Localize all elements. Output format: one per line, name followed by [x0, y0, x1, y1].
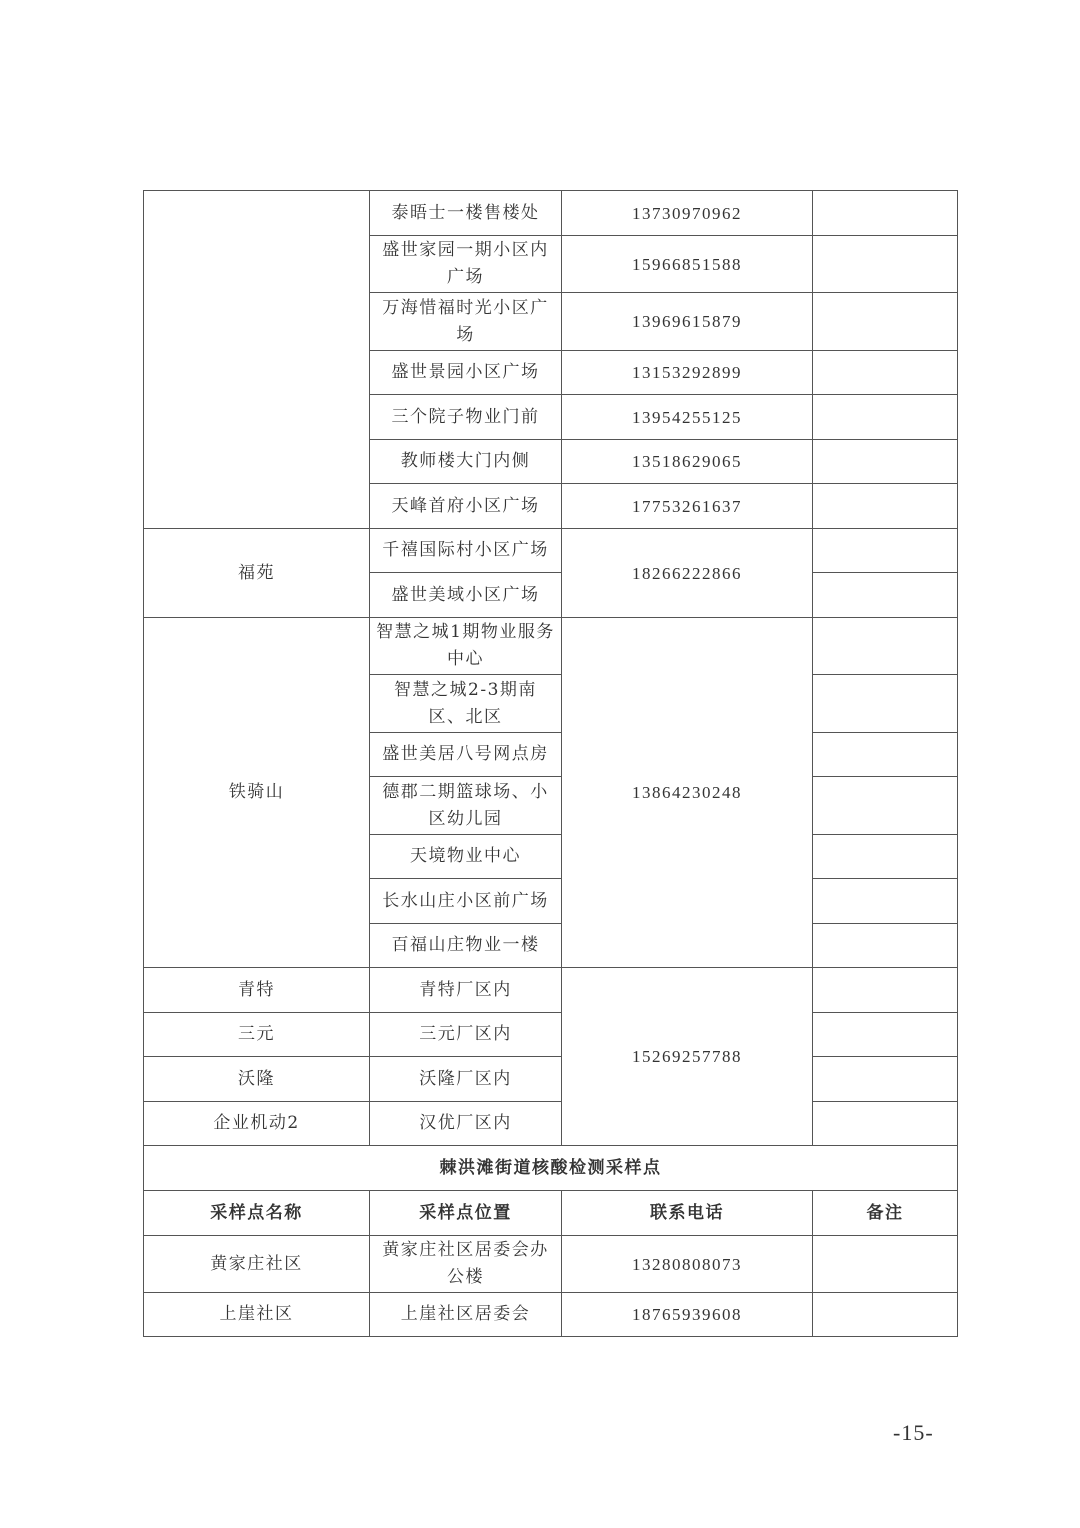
- phone-cell: 13280808073: [562, 1236, 813, 1293]
- location-cell: 盛世美居八号网点房: [370, 733, 562, 777]
- location-cell: 教师楼大门内侧: [370, 440, 562, 484]
- table-row: [144, 191, 958, 236]
- note-cell: [813, 529, 958, 573]
- location-cell: 智慧之城2-3期南区、北区: [370, 675, 562, 733]
- section-title-row: [144, 1146, 958, 1191]
- location-cell: 盛世家园一期小区内广场: [370, 236, 562, 293]
- note-cell: [813, 777, 958, 835]
- note-cell: [813, 1057, 958, 1102]
- table-row: [144, 1057, 958, 1102]
- note-cell: [813, 293, 958, 351]
- table-row: [144, 1236, 958, 1293]
- note-cell: [813, 924, 958, 968]
- header-site-name: 采样点名称: [144, 1191, 370, 1236]
- site-name-cell: 企业机动2: [144, 1102, 370, 1146]
- note-cell: [813, 484, 958, 529]
- page-number: -15-: [893, 1420, 934, 1445]
- site-name-cell-empty: [144, 191, 370, 529]
- phone-cell: 13730970962: [562, 191, 813, 236]
- note-cell: [813, 1013, 958, 1057]
- site-name-cell: 上崖社区: [144, 1293, 370, 1337]
- table-row: [144, 1293, 958, 1337]
- note-cell: [813, 351, 958, 395]
- note-cell: [813, 733, 958, 777]
- site-name-cell: 福苑: [144, 529, 370, 618]
- note-cell: [813, 191, 958, 236]
- note-cell: [813, 879, 958, 924]
- phone-cell: 15966851588: [562, 236, 813, 293]
- table-row: [144, 968, 958, 1013]
- note-cell: [813, 968, 958, 1013]
- note-cell: [813, 835, 958, 879]
- location-cell: 沃隆厂区内: [370, 1057, 562, 1102]
- phone-cell: 13969615879: [562, 293, 813, 351]
- location-cell: 万海惜福时光小区广场: [370, 293, 562, 351]
- site-name-cell: 三元: [144, 1013, 370, 1057]
- phone-cell: 13954255125: [562, 395, 813, 440]
- site-name-cell: 沃隆: [144, 1057, 370, 1102]
- note-cell: [813, 1102, 958, 1146]
- phone-cell: 13864230248: [562, 618, 813, 968]
- note-cell: [813, 618, 958, 675]
- sampling-points-table: [143, 190, 958, 1337]
- site-name-cell: 黄家庄社区: [144, 1236, 370, 1293]
- phone-cell: 15269257788: [562, 968, 813, 1146]
- section-title: 棘洪滩街道核酸检测采样点: [144, 1146, 958, 1191]
- location-cell: 天境物业中心: [370, 835, 562, 879]
- note-cell: [813, 236, 958, 293]
- phone-cell: 13153292899: [562, 351, 813, 395]
- location-cell: 三元厂区内: [370, 1013, 562, 1057]
- site-name-cell: 青特: [144, 968, 370, 1013]
- location-cell: 汉优厂区内: [370, 1102, 562, 1146]
- header-phone: 联系电话: [562, 1191, 813, 1236]
- note-cell: [813, 1236, 958, 1293]
- location-cell: 百福山庄物业一楼: [370, 924, 562, 968]
- location-cell: 天峰首府小区广场: [370, 484, 562, 529]
- phone-cell: 18765939608: [562, 1293, 813, 1337]
- note-cell: [813, 440, 958, 484]
- location-cell: 青特厂区内: [370, 968, 562, 1013]
- header-row: [144, 1191, 958, 1236]
- table-row: [144, 1102, 958, 1146]
- phone-cell: 13518629065: [562, 440, 813, 484]
- location-cell: 上崖社区居委会: [370, 1293, 562, 1337]
- location-cell: 智慧之城1期物业服务中心: [370, 618, 562, 675]
- phone-cell: 17753261637: [562, 484, 813, 529]
- phone-cell: 18266222866: [562, 529, 813, 618]
- location-cell: 三个院子物业门前: [370, 395, 562, 440]
- site-name-cell: 铁骑山: [144, 618, 370, 968]
- note-cell: [813, 1293, 958, 1337]
- note-cell: [813, 675, 958, 733]
- location-cell: 长水山庄小区前广场: [370, 879, 562, 924]
- note-cell: [813, 395, 958, 440]
- location-cell: 盛世景园小区广场: [370, 351, 562, 395]
- location-cell: 黄家庄社区居委会办公楼: [370, 1236, 562, 1293]
- note-cell: [813, 573, 958, 618]
- location-cell: 千禧国际村小区广场: [370, 529, 562, 573]
- table-row: [144, 618, 958, 675]
- header-location: 采样点位置: [370, 1191, 562, 1236]
- location-cell: 德郡二期篮球场、小区幼儿园: [370, 777, 562, 835]
- header-note: 备注: [813, 1191, 958, 1236]
- location-cell: 泰晤士一楼售楼处: [370, 191, 562, 236]
- table-row: [144, 529, 958, 573]
- table-row: [144, 1013, 958, 1057]
- location-cell: 盛世美域小区广场: [370, 573, 562, 618]
